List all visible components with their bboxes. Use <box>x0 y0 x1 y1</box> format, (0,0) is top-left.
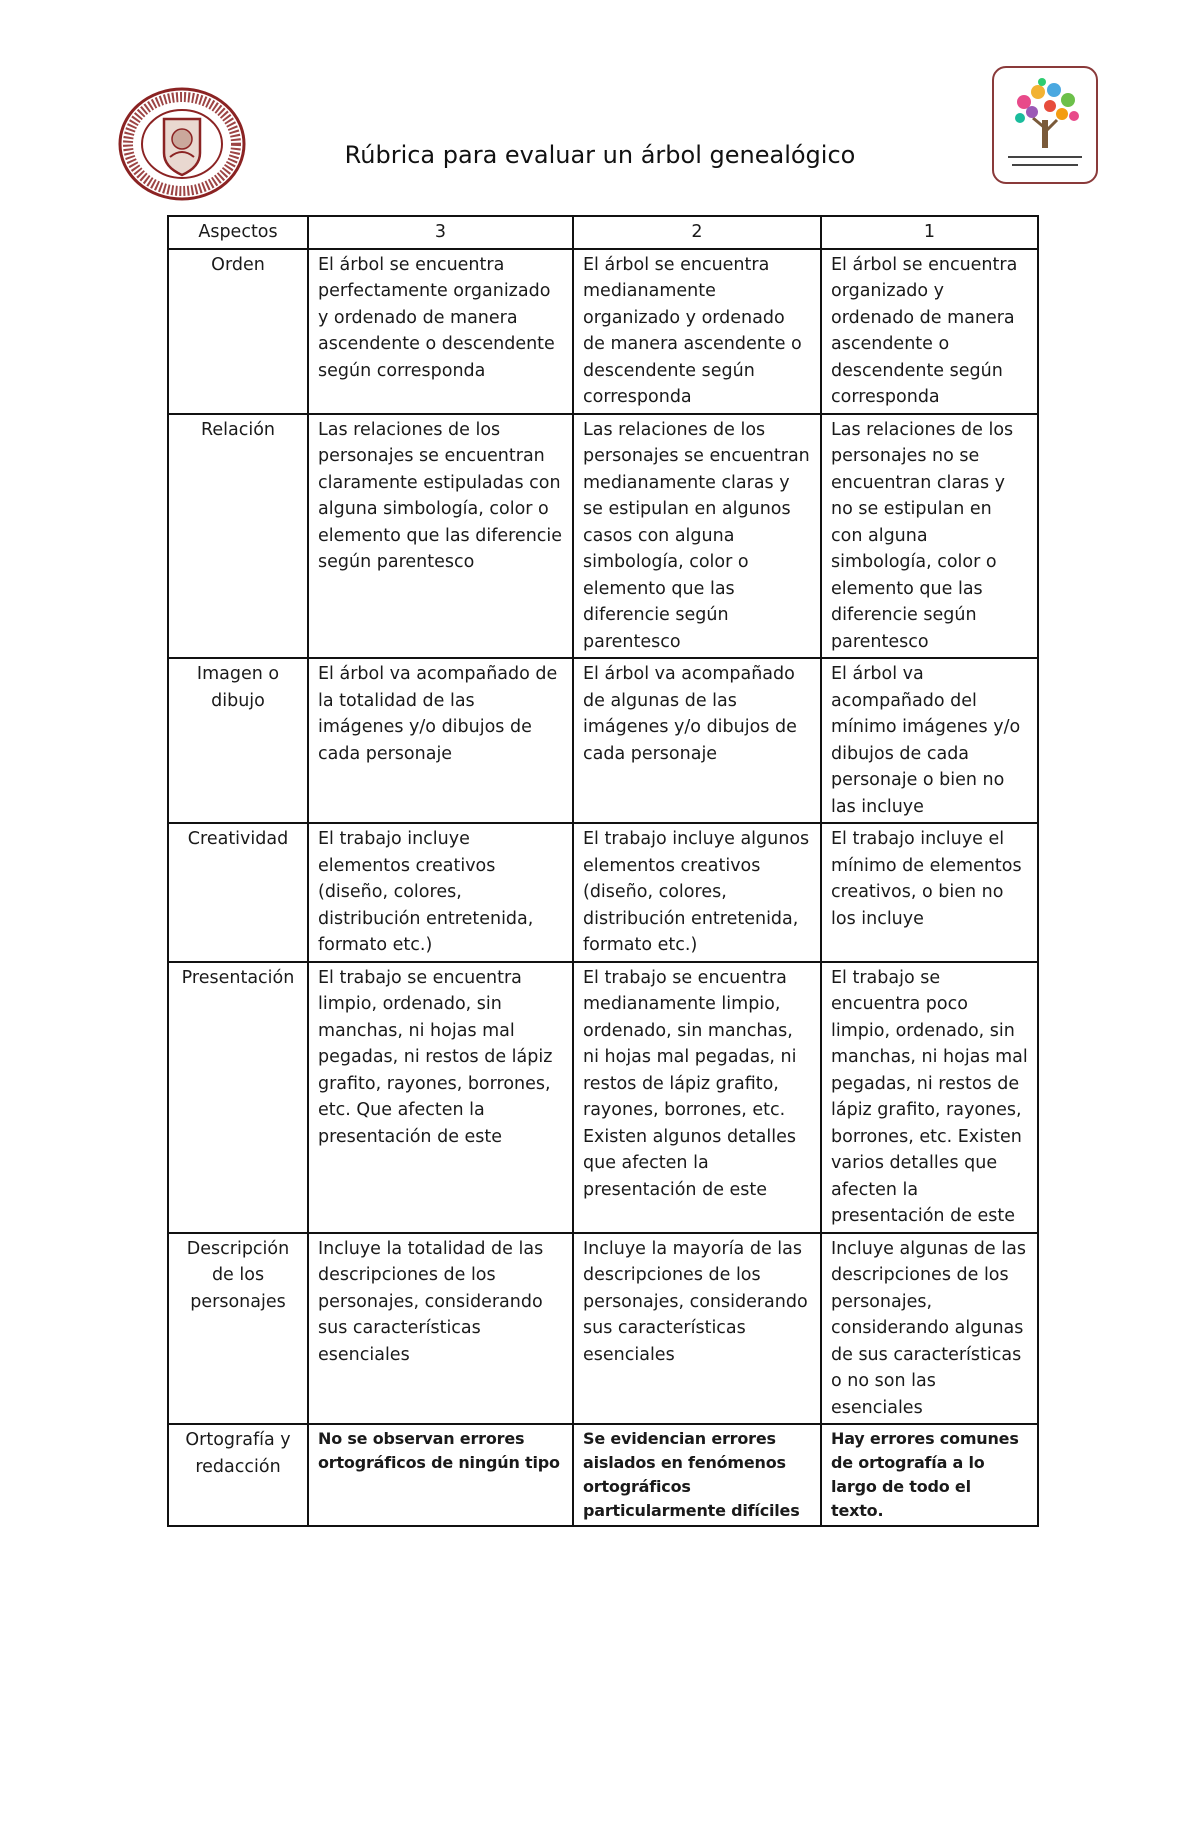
aspect-cell: Imagen o dibujo <box>168 658 308 823</box>
criterion-cell-3: El trabajo se encuentra limpio, ordenado, sin manchas, ni hojas mal pegadas, ni restos de lápiz grafito, rayones, borrones, etc. Que afecten la presentación de este <box>308 962 573 1233</box>
rubric-table <box>167 215 1039 1527</box>
aspect-cell: Ortografía y redacción <box>168 1424 308 1526</box>
criterion-cell-2: Se evidencian errores aislados en fenómenos ortográficos particularmente difíciles <box>573 1424 821 1526</box>
criterion-cell-2: El trabajo incluye algunos elementos creativos (diseño, colores, distribución entretenida, formato etc.) <box>573 823 821 962</box>
table-row <box>168 962 1038 1233</box>
aspect-cell: Orden <box>168 249 308 414</box>
table-row <box>168 823 1038 962</box>
header-row <box>168 216 1038 249</box>
criterion-cell-2: Las relaciones de los personajes se encuentran medianamente claras y se estipulan en algunos casos con alguna simbología, color o elemento que las diferencie según parentesco <box>573 414 821 659</box>
criterion-cell-3: Incluye la totalidad de las descripciones de los personajes, considerando sus características esenciales <box>308 1233 573 1425</box>
criterion-cell-2: El árbol va acompañado de algunas de las imágenes y/o dibujos de cada personaje <box>573 658 821 823</box>
criterion-cell-1: El trabajo incluye el mínimo de elementos creativos, o bien no los incluye <box>821 823 1038 962</box>
criterion-cell-1: El árbol se encuentra organizado y ordenado de manera ascendente o descendente según corresponda <box>821 249 1038 414</box>
column-header-2: 2 <box>573 216 821 249</box>
criterion-cell-2: El trabajo se encuentra medianamente limpio, ordenado, sin manchas, ni hojas mal pegadas, ni restos de lápiz grafito, rayones, borrones, etc. Existen algunos detalles que afecten la presentación de este <box>573 962 821 1233</box>
criterion-cell-1: Las relaciones de los personajes no se encuentran claras y no se estipulan en con alguna simbología, color o elemento que las diferencie según parentesco <box>821 414 1038 659</box>
column-header-1: 1 <box>821 216 1038 249</box>
criterion-cell-1: El trabajo se encuentra poco limpio, ordenado, sin manchas, ni hojas mal pegadas, ni restos de lápiz grafito, rayones, borrones, etc. Existen varios detalles que afecten la presentación de este <box>821 962 1038 1233</box>
criterion-cell-1: Incluye algunas de las descripciones de los personajes, considerando algunas de sus características o no son las esenciales <box>821 1233 1038 1425</box>
criterion-cell-3: No se observan errores ortográficos de ningún tipo <box>308 1424 573 1526</box>
criterion-cell-2: El árbol se encuentra medianamente organizado y ordenado de manera ascendente o descendente según corresponda <box>573 249 821 414</box>
criterion-cell-2: Incluye la mayoría de las descripciones de los personajes, considerando sus características esenciales <box>573 1233 821 1425</box>
criterion-cell-3: El trabajo incluye elementos creativos (diseño, colores, distribución entretenida, formato etc.) <box>308 823 573 962</box>
aspect-cell: Relación <box>168 414 308 659</box>
criterion-cell-3: Las relaciones de los personajes se encuentran claramente estipuladas con alguna simbología, color o elemento que las diferencie según parentesco <box>308 414 573 659</box>
criterion-cell-1: Hay errores comunes de ortografía a lo largo de todo el texto. <box>821 1424 1038 1526</box>
aspect-cell: Descripción de los personajes <box>168 1233 308 1425</box>
table-row <box>168 1424 1038 1526</box>
criterion-cell-3: El árbol va acompañado de la totalidad de las imágenes y/o dibujos de cada personaje <box>308 658 573 823</box>
table-row <box>168 249 1038 414</box>
criterion-cell-1: El árbol va acompañado del mínimo imágenes y/o dibujos de cada personaje o bien no las incluye <box>821 658 1038 823</box>
table-row <box>168 1233 1038 1425</box>
column-header-aspectos: Aspectos <box>168 216 308 249</box>
aspect-cell: Creatividad <box>168 823 308 962</box>
criterion-cell-3: El árbol se encuentra perfectamente organizado y ordenado de manera ascendente o descendente según corresponda <box>308 249 573 414</box>
table-row <box>168 414 1038 659</box>
column-header-3: 3 <box>308 216 573 249</box>
table-row <box>168 658 1038 823</box>
aspect-cell: Presentación <box>168 962 308 1233</box>
page-title: Rúbrica para evaluar un árbol genealógico <box>344 141 856 169</box>
